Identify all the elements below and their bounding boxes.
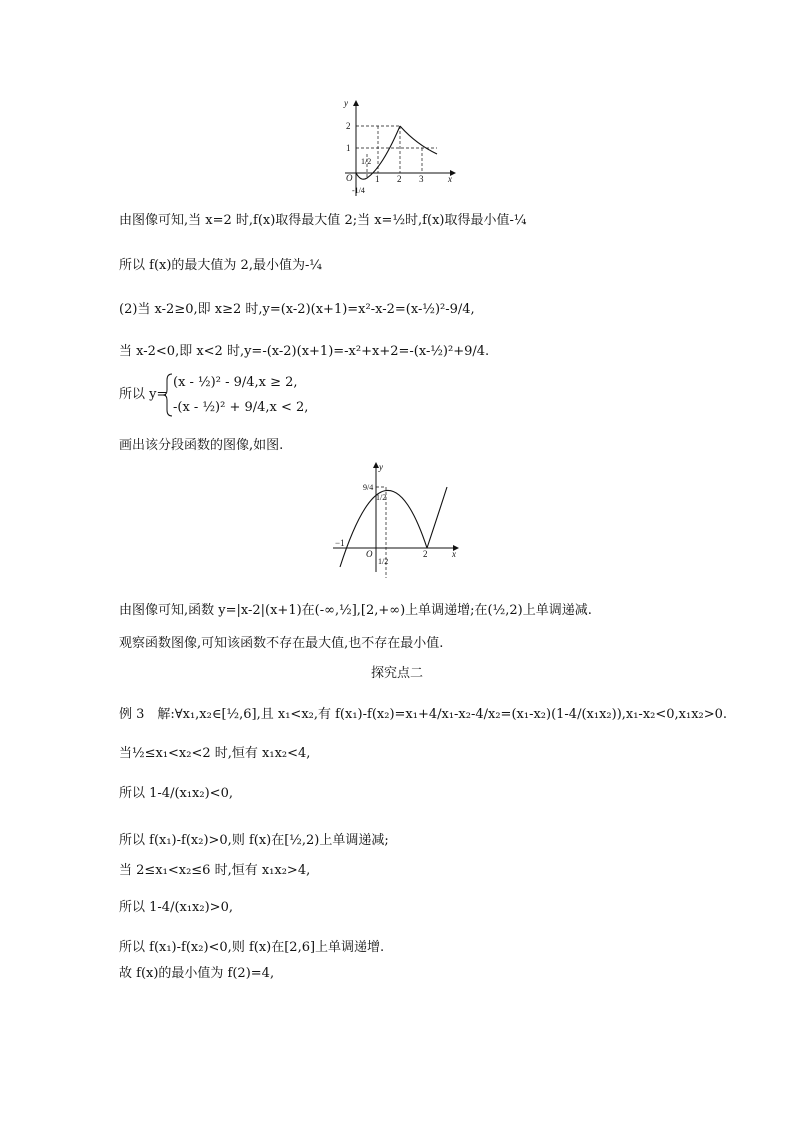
left-brace — [163, 373, 173, 417]
text-line-16: 故 f(x)的最小值为 f(2)=4, — [119, 966, 275, 981]
piecewise-case-2: -(x - ½)² + 9/4,x < 2, — [173, 400, 309, 415]
x-tick-2: 2 — [397, 174, 402, 184]
curve-decay — [400, 126, 437, 154]
text-line-4: 当 x-2<0,即 x<2 时,y=-(x-2)(x+1)=-x²+x+2=-(x-½)²+9/4. — [119, 344, 490, 359]
y-half-label: 1/2 — [376, 493, 387, 502]
y-axis-label: y — [344, 98, 348, 108]
origin-label: O — [346, 173, 353, 183]
x-tick-3: 3 — [419, 174, 424, 184]
y-tick-2: 2 — [346, 121, 351, 131]
text-line-8: 观察函数图像,可知该函数不存在最大值,也不存在最小值. — [119, 636, 444, 651]
text-line-13: 当 2≤x₁<x₂≤6 时,恒有 x₁x₂>4, — [119, 863, 311, 878]
text-line-11: 所以 1-4/(x₁x₂)<0, — [119, 786, 233, 801]
piecewise-label: 所以 y= — [119, 387, 168, 402]
piecewise-case-1: (x - ½)² - 9/4,x ≥ 2, — [173, 375, 298, 390]
text-line-7: 由图像可知,函数 y=|x-2|(x+1)在(-∞,½],[2,+∞)上单调递增;在(½,2)上单调递减. — [119, 603, 592, 618]
y-top-label: 9/4 — [363, 483, 374, 492]
y-axis-label-2: y — [379, 462, 383, 472]
section-heading: 探究点二 — [370, 666, 423, 681]
text-line-1: 由图像可知,当 x=2 时,f(x)取得最大值 2;当 x=½时,f(x)取得最小值-¼ — [119, 213, 527, 228]
text-line-2: 所以 f(x)的最大值为 2,最小值为-¼ — [119, 258, 322, 273]
text-line-3: (2)当 x-2≥0,即 x≥2 时,y=(x-2)(x+1)=x²-x-2=(x-½)²-9/4, — [119, 302, 475, 317]
x-axis-label: x — [448, 174, 452, 184]
text-line-14: 所以 1-4/(x₁x₂)>0, — [119, 900, 233, 915]
figure-2-graph — [330, 460, 465, 580]
text-line-10: 当½≤x₁<x₂<2 时,恒有 x₁x₂<4, — [119, 746, 311, 761]
origin-label-2: O — [366, 549, 373, 559]
half-label: 1/2 — [361, 157, 372, 166]
text-line-15: 所以 f(x₁)-f(x₂)<0,则 f(x)在[2,6]上单调递增. — [119, 940, 385, 955]
x-half-label: 1/2 — [378, 557, 389, 566]
text-line-9: 例 3 解:∀x₁,x₂∈[½,6],且 x₁<x₂,有 f(x₁)-f(x₂)=x₁+4/x₁-x₂-4/x₂=(x₁-x₂)(1-4/(x₁x₂)),x₁-x₂<0,x₁x₂>0. — [119, 707, 728, 722]
quarter-label: -1/4 — [352, 186, 365, 195]
y-tick-1: 1 — [346, 143, 351, 153]
x-neg-label: −1 — [335, 538, 345, 548]
x-axis-label-2: x — [452, 549, 456, 559]
x-two-label: 2 — [423, 549, 428, 559]
text-line-6: 画出该分段函数的图像,如图. — [119, 438, 284, 453]
x-tick-1: 1 — [375, 174, 380, 184]
curve-2-right — [427, 487, 447, 548]
text-line-12: 所以 f(x₁)-f(x₂)>0,则 f(x)在[½,2)上单调递减; — [119, 833, 389, 848]
figure-1-graph — [330, 96, 465, 201]
